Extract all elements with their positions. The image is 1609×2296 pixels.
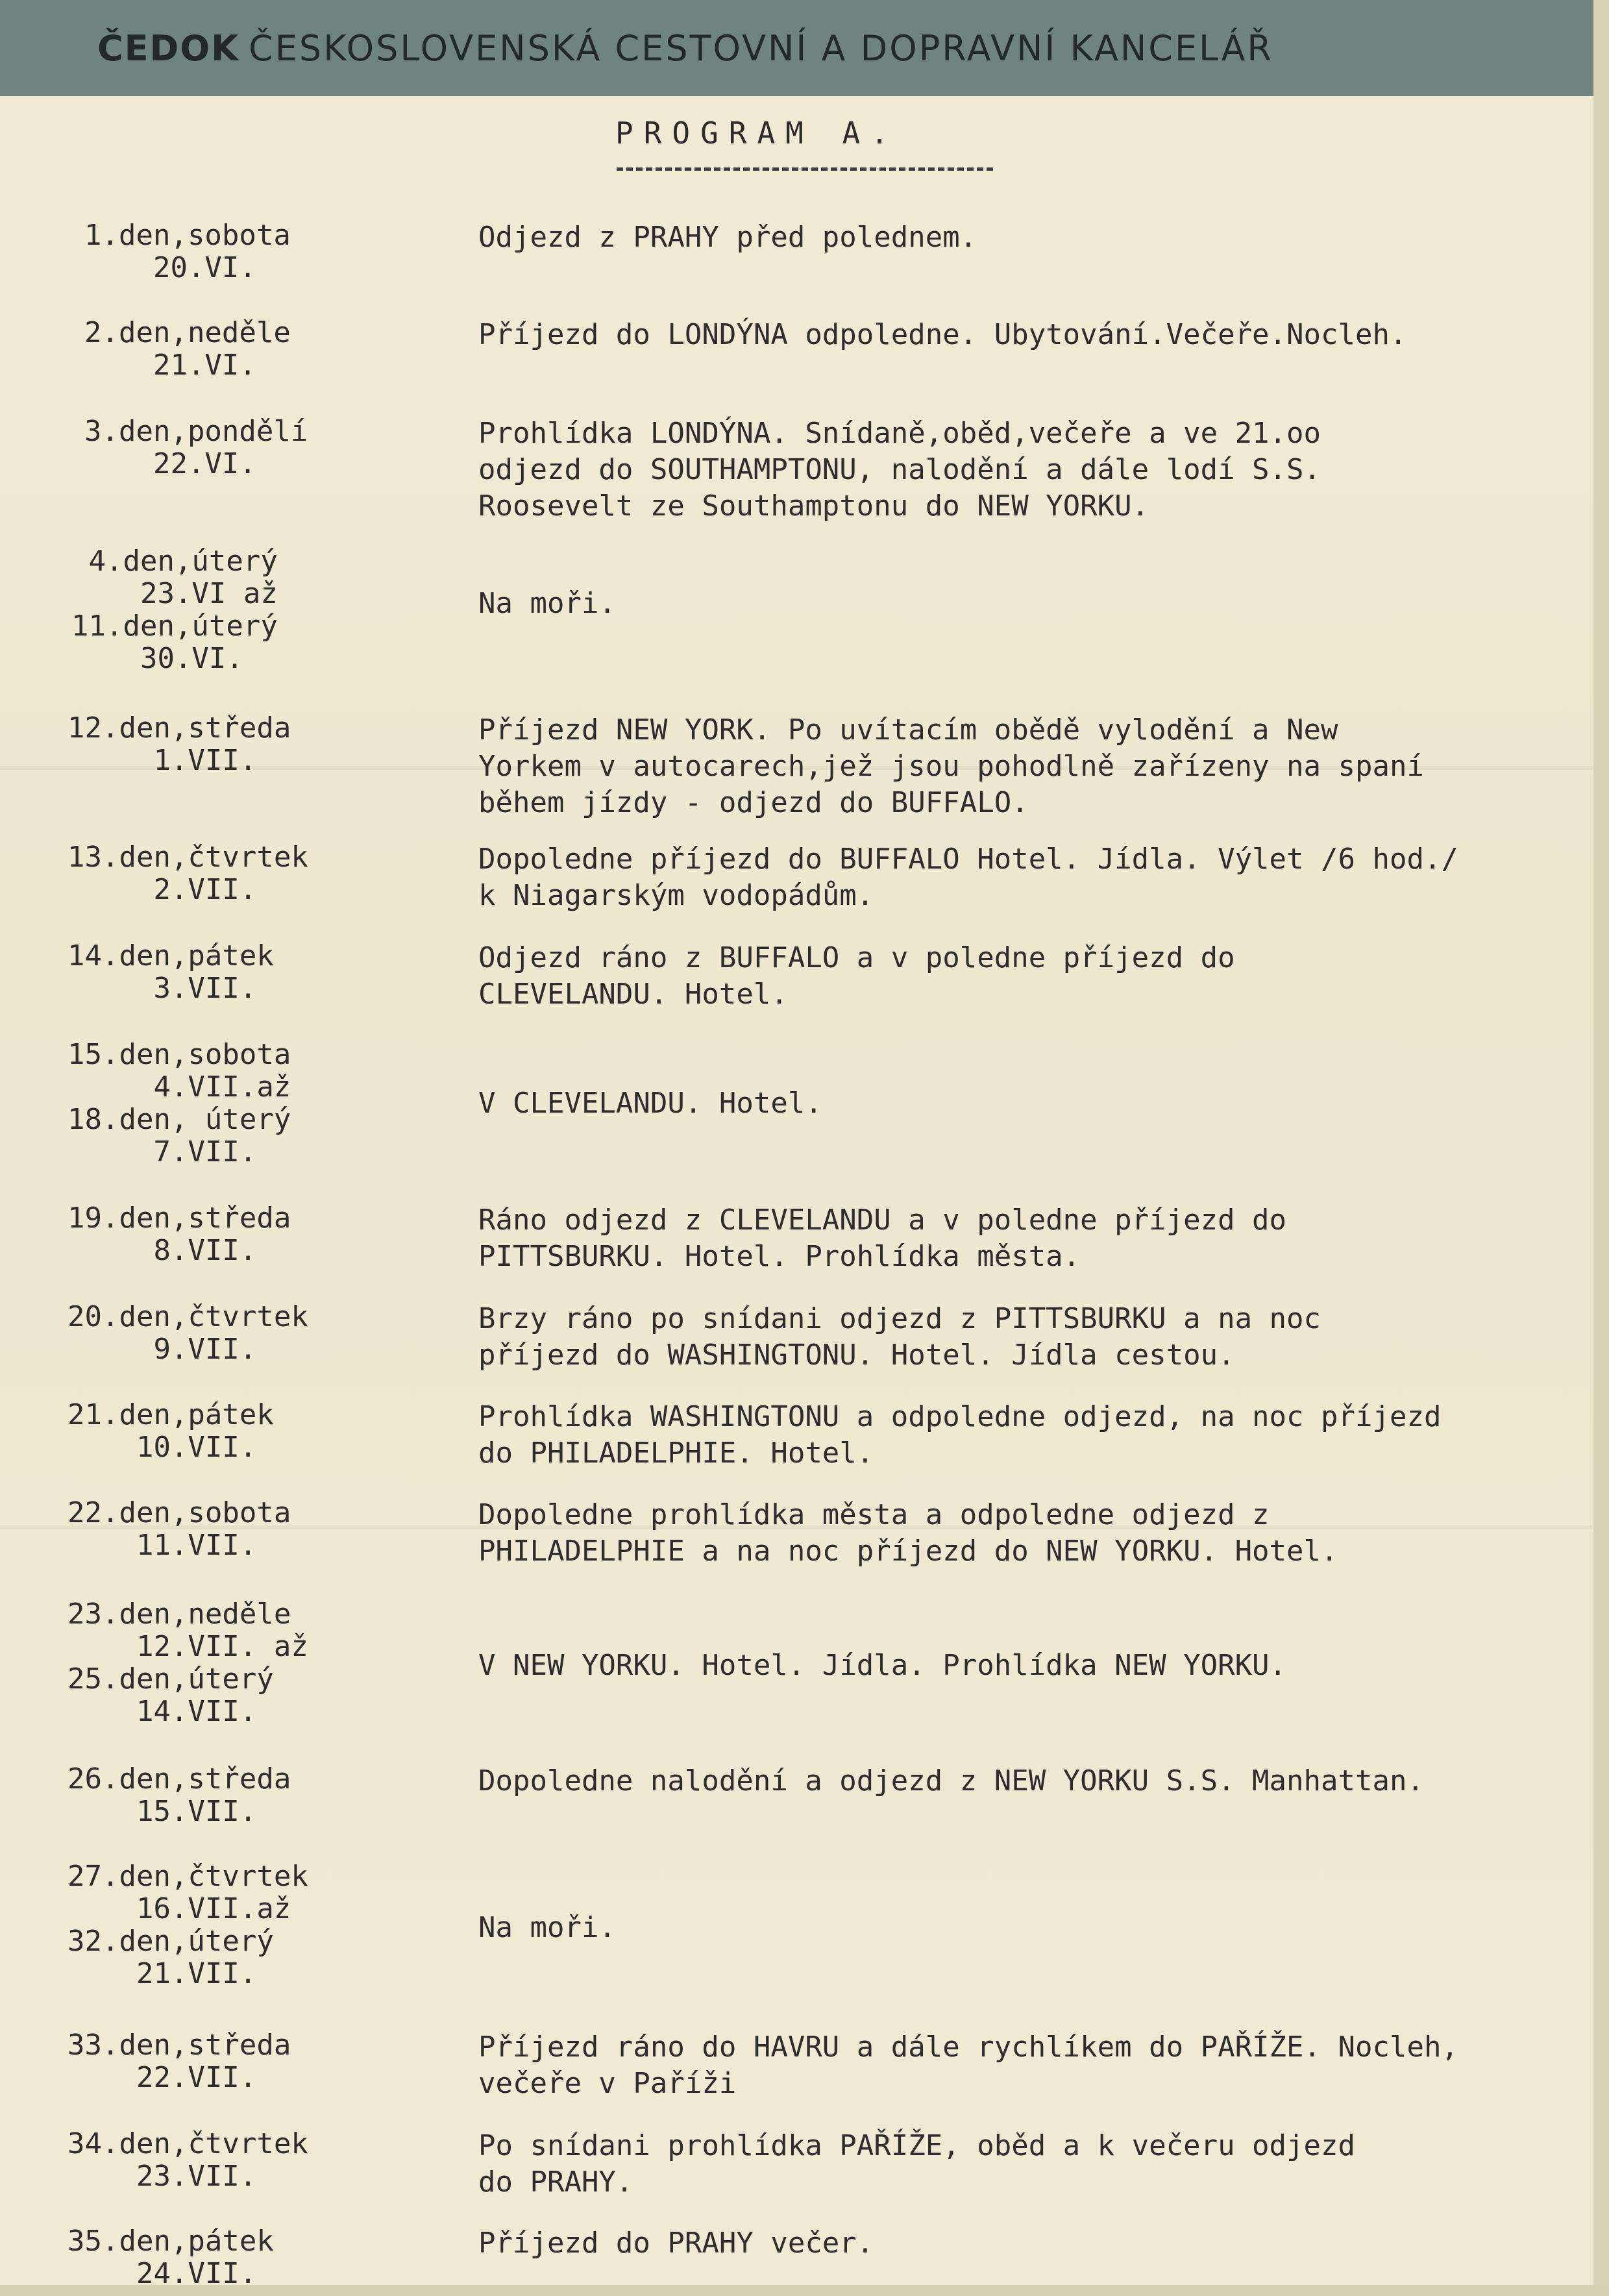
itinerary-text: Odjezd ráno z BUFFALO a v poledne příjezd do CLEVELANDU. Hotel. <box>478 941 1235 1011</box>
itinerary-date: 3.den,pondělí 22.VI. <box>84 415 308 480</box>
letterhead-text <box>97 28 1273 69</box>
itinerary-date: 14.den,pátek 3.VII. <box>68 939 274 1005</box>
itinerary-text: Prohlídka LONDÝNA. Snídaně,oběd,večeře a ve 21.oo odjezd do SOUTHAMPTONU, nalodění a dále lodí S.S. Roosevelt ze Southamptonu do NEW YORKU. <box>478 417 1321 523</box>
itinerary-text: Příjezd ráno do HAVRU a dále rychlíkem do PAŘÍŽE. Nocleh, večeře v Paříži <box>478 2031 1458 2100</box>
itinerary-date: 35.den,pátek 24.VII. <box>68 2225 274 2290</box>
itinerary-date: 13.den,čtvrtek 2.VII. <box>68 841 308 906</box>
itinerary-date: 15.den,sobota 4.VII.až 18.den, úterý 7.VII. <box>68 1038 291 1168</box>
scan-edge-right <box>1593 0 1609 2296</box>
itinerary-text: Po snídani prohlídka PAŘÍŽE, oběd a k večeru odjezd do PRAHY. <box>478 2129 1356 2199</box>
itinerary-text: Příjezd NEW YORK. Po uvítacím obědě vylodění a New Yorkem v autocarech,jež jsou pohodlně zařízeny na spaní během jízdy - odjezd do BUFFALO. <box>478 713 1424 819</box>
itinerary-date: 20.den,čtvrtek 9.VII. <box>68 1300 308 1366</box>
itinerary-text: Brzy ráno po snídani odjezd z PITTSBURKU a na noc příjezd do WASHINGTONU. Hotel. Jídla cestou. <box>478 1302 1321 1372</box>
itinerary-date: 26.den,středa 15.VII. <box>68 1762 291 1828</box>
itinerary-text: Na moři. <box>478 587 616 620</box>
itinerary-text: Ráno odjezd z CLEVELANDU a v poledne příjezd do PITTSBURKU. Hotel. Prohlídka města. <box>478 1204 1287 1273</box>
brand-name: ČEDOK <box>97 27 240 69</box>
itinerary-date: 2.den,neděle 21.VI. <box>84 316 291 382</box>
title-underline <box>617 167 993 171</box>
itinerary-text: Odjezd z PRAHY před polednem. <box>478 221 977 254</box>
itinerary-text: Na moři. <box>478 1911 616 1944</box>
itinerary-date: 19.den,středa 8.VII. <box>68 1202 291 1267</box>
itinerary-date: 23.den,neděle 12.VII. až 25.den,úterý 14.VII. <box>68 1598 308 1728</box>
itinerary-text: Dopoledne prohlídka města a odpoledne odjezd z PHILADELPHIE a na noc příjezd do NEW YORKU. Hotel. <box>478 1498 1338 1568</box>
itinerary-date: 34.den,čtvrtek 23.VII. <box>68 2127 308 2193</box>
itinerary-text: V CLEVELANDU. Hotel. <box>478 1087 822 1120</box>
page-title: PROGRAM A. <box>615 116 899 151</box>
itinerary-date: 22.den,sobota 11.VII. <box>68 1496 291 1562</box>
company-name: ČESKOSLOVENSKÁ CESTOVNÍ A DOPRAVNÍ KANCELÁŘ <box>249 27 1273 69</box>
itinerary-date: 33.den,středa 22.VII. <box>68 2029 291 2094</box>
itinerary-text: Dopoledne nalodění a odjezd z NEW YORKU S.S. Manhattan. <box>478 1764 1424 1797</box>
itinerary-text: Příjezd do LONDÝNA odpoledne. Ubytování.Večeře.Nocleh. <box>478 318 1407 351</box>
itinerary-text: V NEW YORKU. Hotel. Jídla. Prohlídka NEW YORKU. <box>478 1649 1287 1682</box>
itinerary-text: Příjezd do PRAHY večer. <box>478 2227 874 2260</box>
itinerary-date: 21.den,pátek 10.VII. <box>68 1398 274 1464</box>
letterhead-banner <box>0 0 1593 96</box>
itinerary-date: 1.den,sobota 20.VI. <box>84 219 291 284</box>
itinerary-date: 4.den,úterý 23.VI až 11.den,úterý 30.VI. <box>71 545 278 675</box>
itinerary-text: Dopoledne příjezd do BUFFALO Hotel. Jídla. Výlet /6 hod./ k Niagarským vodopádům. <box>478 843 1458 912</box>
itinerary-date: 27.den,čtvrtek 16.VII.až 32.den,úterý 21.VII. <box>68 1860 308 1990</box>
itinerary-date: 12.den,středa 1.VII. <box>68 711 291 777</box>
itinerary-text: Prohlídka WASHINGTONU a odpoledne odjezd, na noc příjezd do PHILADELPHIE. Hotel. <box>478 1400 1442 1470</box>
